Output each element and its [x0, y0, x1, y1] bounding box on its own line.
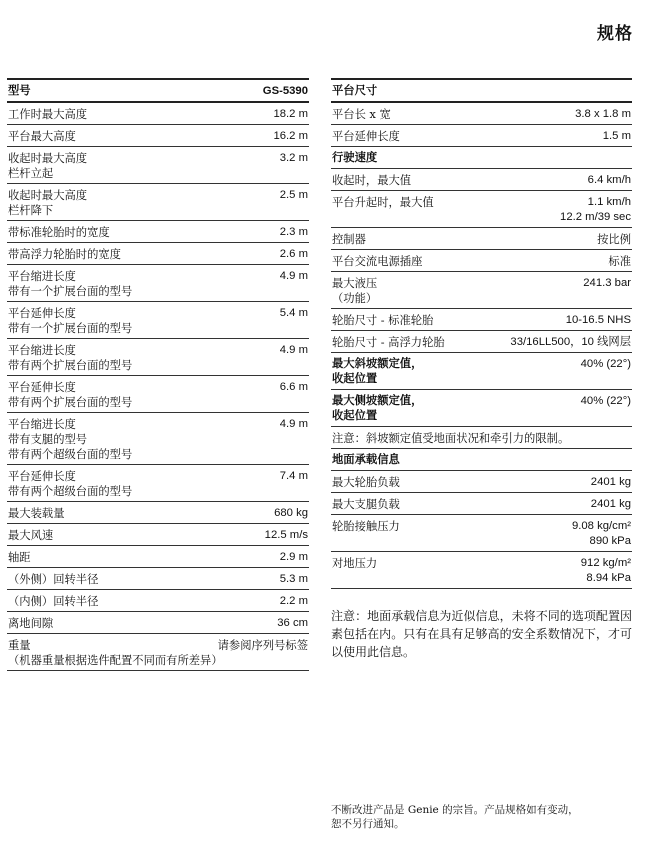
spec-value: 6.6 m: [279, 381, 308, 393]
spec-label: 平台延伸长度 带有两个扩展台面的型号: [8, 381, 133, 409]
footer-line-2: 恕不另行通知。: [331, 818, 405, 830]
section-heading: 地面承载信息: [332, 454, 400, 466]
spec-label: 离地间隙: [8, 617, 54, 630]
spec-value: 5.3 m: [279, 573, 308, 585]
spec-value: 4.9 m: [279, 344, 308, 356]
spec-label: 收起时，最大值: [332, 174, 412, 187]
spec-label: 收起时最大高度 栏杆降下: [8, 189, 88, 217]
spec-row-max-outrigger-load: [331, 493, 632, 515]
spec-label: 轮胎尺寸 - 标准轮胎: [332, 314, 434, 327]
right-spec-table: [331, 78, 632, 661]
spec-row-turning-radius-inside: [7, 590, 309, 612]
spec-label: 轮胎尺寸 - 高浮力轮胎: [332, 336, 445, 349]
spec-value: 12.5 m/s: [264, 529, 308, 541]
spec-value: 2.6 m: [279, 248, 308, 260]
spec-value: 4.9 m: [279, 418, 308, 430]
spec-label: 控制器: [332, 233, 366, 246]
spec-value: 2.9 m: [279, 551, 308, 563]
spec-value: 241.3 bar: [583, 277, 631, 289]
section-heading: 行驶速度: [332, 152, 378, 164]
spec-label: 平台缩进长度 带有支腿的型号 带有两个超级台面的型号: [8, 418, 133, 461]
spec-row-width-flotation-tires: [7, 243, 309, 265]
spec-label: 最大液压 （功能）: [332, 277, 378, 305]
footer-note: [331, 803, 631, 831]
spec-row-length-retracted-outriggers: [7, 413, 309, 465]
spec-row-width-standard-tires: [7, 221, 309, 243]
spec-row-max-tire-load: [331, 471, 632, 493]
spec-label: 平台最大高度: [8, 130, 76, 143]
spec-value: 680 kg: [274, 507, 308, 519]
spec-value: 2.2 m: [279, 595, 308, 607]
spec-label: 轴距: [8, 551, 31, 564]
spec-label: 平台长 x 宽: [332, 108, 391, 121]
spec-row-length-retracted-two-decks: [7, 339, 309, 376]
model-label: 型号: [8, 85, 31, 97]
spec-label: 带高浮力轮胎时的宽度: [8, 248, 121, 261]
spec-label: 最大支腿负载: [332, 498, 400, 511]
spec-value: 16.2 m: [273, 130, 308, 142]
spec-value: 1.5 m: [602, 130, 631, 142]
spec-label: 最大轮胎负载: [332, 476, 400, 489]
floor-loading-heading: [331, 449, 632, 471]
spec-label: 平台缩进长度 带有一个扩展台面的型号: [8, 270, 133, 298]
model-header-row: [7, 80, 309, 103]
spec-label: 最大斜坡额定值， 收起位置: [332, 358, 423, 385]
spec-row-wheelbase: [7, 546, 309, 568]
spec-row-length-retracted-one-deck: [7, 265, 309, 302]
spec-label: 平台延伸长度: [332, 130, 400, 143]
model-value: GS-5390: [262, 85, 308, 97]
spec-label: 平台缩进长度 带有两个扩展台面的型号: [8, 344, 133, 372]
left-spec-table: [7, 78, 309, 671]
slope-note: 注意：斜坡额定值受地面状况和牵引力的限制。: [332, 432, 570, 445]
spec-row-tire-standard: [331, 309, 632, 331]
spec-label: 最大风速: [8, 529, 54, 542]
spec-value: 3.2 m: [279, 152, 308, 164]
spec-label: 轮胎接触压力: [332, 520, 400, 533]
footer-line-1: 不断改进产品是 Genie 的宗旨。产品规格如有变动，: [331, 804, 579, 816]
spec-row-ac-outlet: [331, 250, 632, 272]
spec-value: 10-16.5 NHS: [565, 314, 631, 326]
spec-row-platform-extension: [331, 125, 632, 147]
spec-value: 7.4 m: [279, 470, 308, 482]
spec-label: 收起时最大高度 栏杆立起: [8, 152, 88, 180]
spec-row-tire-contact-pressure: [331, 515, 632, 552]
section-heading: 平台尺寸: [332, 85, 378, 97]
spec-label: （外侧）回转半径: [8, 573, 99, 586]
spec-label: 带标准轮胎时的宽度: [8, 226, 110, 239]
spec-value: 40% (22°): [580, 358, 631, 370]
spec-row-length-extended-super-decks: [7, 465, 309, 502]
spec-row-platform-size: [331, 103, 632, 125]
spec-row-max-load: [7, 502, 309, 524]
spec-value: 33/16LL500，10 线网层: [510, 336, 631, 348]
spec-label: （内侧）回转半径: [8, 595, 99, 608]
spec-value: 36 cm: [277, 617, 308, 629]
spec-value: 2.5 m: [279, 189, 308, 201]
spec-label: 平台交流电源插座: [332, 255, 423, 268]
spec-row-stowed-height-rails-down: [7, 184, 309, 221]
page-title: 规格: [597, 24, 633, 44]
spec-label: 重量 （机器重量根据选件配置不同而有所差异）: [8, 639, 223, 667]
spec-row-weight: [7, 634, 309, 671]
slope-note-row: [331, 427, 632, 449]
spec-label: 最大侧坡额定值， 收起位置: [332, 395, 423, 422]
spec-value: 40% (22°): [580, 395, 631, 407]
spec-label: 最大装载量: [8, 507, 65, 520]
spec-value: 2.3 m: [279, 226, 308, 238]
platform-dimensions-header: [331, 80, 632, 103]
floor-loading-note: 注意：地面承载信息为近似信息，未将不同的选项配置因素包括在内。只有在具有足够高的安全系数情况下，才可以使用此信息。: [331, 609, 632, 659]
spec-row-max-wind: [7, 524, 309, 546]
spec-value: 9.08 kg/cm² 890 kPa: [571, 520, 631, 547]
spec-row-platform-height: [7, 125, 309, 147]
spec-row-speed-stowed: [331, 169, 632, 191]
spec-row-speed-raised: [331, 191, 632, 228]
spec-value: 18.2 m: [273, 108, 308, 120]
spec-row-controls: [331, 228, 632, 250]
spec-label: 工作时最大高度: [8, 108, 88, 121]
spec-row-turning-radius-outside: [7, 568, 309, 590]
spec-value: 5.4 m: [279, 307, 308, 319]
spec-label: 对地压力: [332, 557, 378, 570]
spec-value: 3.8 x 1.8 m: [575, 108, 631, 120]
spec-row-side-slope: [331, 390, 632, 427]
spec-row-gradeability: [331, 353, 632, 390]
spec-row-working-height: [7, 103, 309, 125]
spec-label: 平台升起时，最大值: [332, 196, 434, 209]
spec-row-occupied-floor-pressure: [331, 552, 632, 589]
spec-value: 4.9 m: [279, 270, 308, 282]
spec-value: 912 kg/m² 8.94 kPa: [580, 557, 631, 584]
drive-speed-heading: [331, 147, 632, 169]
spec-value: 标准: [608, 255, 631, 268]
spec-row-tire-flotation: [331, 331, 632, 353]
spec-value: 6.4 km/h: [587, 174, 631, 186]
spec-value: 2401 kg: [590, 498, 631, 510]
spec-row-length-extended-two-decks: [7, 376, 309, 413]
spec-row-stowed-height-rails-up: [7, 147, 309, 184]
spec-row-ground-clearance: [7, 612, 309, 634]
spec-value: 2401 kg: [590, 476, 631, 488]
spec-value: 请参阅序列号标签: [217, 639, 308, 652]
spec-label: 平台延伸长度 带有一个扩展台面的型号: [8, 307, 133, 335]
spec-value: 按比例: [597, 233, 631, 246]
spec-row-hydraulic-pressure: [331, 272, 632, 309]
spec-label: 平台延伸长度 带有两个超级台面的型号: [8, 470, 133, 498]
spec-value: 1.1 km/h 12.2 m/39 sec: [560, 196, 631, 223]
spec-row-length-extended-one-deck: [7, 302, 309, 339]
